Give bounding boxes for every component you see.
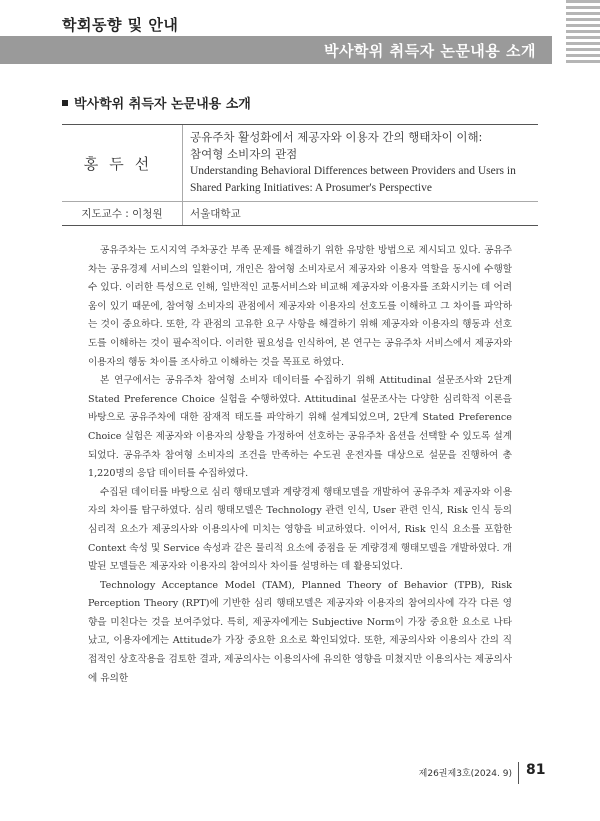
paragraph-2: 본 연구에서는 공유주차 참여형 소비자 데이터를 수집하기 위해 Attitudinal 설문조사와 2단계 Stated Preference Choice 실험을 수행하였다. Attitudinal 설문조사는 다양한 심리학적 이론을 바탕으로 공유주차에 대한 잠재적 태도를 파악하기 위해 설계되었으며, 2단계 Stated Preference Choice 실험은 제공자와 이용자의 상황을 가정하여 선호하는 공유주차 옵션을 선택할 수 있도록 설계되었다. 공유주차 참여형 소비자의 조건을 만족하는 수도권 운전자를 대상으로 설문을 진행하여 총 1,220명의 응답 데이터를 수집하였다. <box>88 375 512 480</box>
title-ko-line2: 참여형 소비자의 관점 <box>190 147 298 161</box>
abstract-body <box>88 242 512 688</box>
school: 서울대학교 <box>190 208 241 220</box>
info-row-title <box>62 125 538 202</box>
info-row-advisor <box>62 202 538 225</box>
paragraph-1: 공유주차는 도시지역 주차공간 부족 문제를 해결하기 위한 유망한 방법으로 제시되고 있다. 공유주차는 공유경제 서비스의 일환이며, 개인은 참여형 소비자로서 제공자와 이용자 역할을 동시에 수행할 수 있다. 이러한 특성으로 인해, 일반적인 교통서비스와 비교해 제공자와 이용자를 조화시키는 데 어려움이 있기 때문에, 참여형 소비자의 관점에서 제공자와 이용자의 선호도를 이해하고 그 차이를 파악하는 것이 중요하다. 또한, 각 관점의 고유한 요구 사항을 해결하기 위해 제공자와 이용자의 행동과 선호도를 이해하는 것이 필수적이다. 이러한 필요성을 인식하여, 본 연구는 공유주차 서비스에서 제공자와 이용자의 행동 차이를 조사하고 이해하는 것을 목표로 하였다. <box>88 245 512 368</box>
subheading-text: 박사학위 취득자 논문내용 소개 <box>74 97 251 112</box>
author-name: 홍두선 <box>62 125 183 201</box>
paragraph-3: 수집된 데이터를 바탕으로 심리 행태모델과 계량경제 행태모델을 개발하여 공유주차 제공자와 이용자의 차이를 탐구하였다. 심리 행태모델은 Technology 관련 인식, User 관련 인식, Risk 인식 등의 심리적 요소가 제공의사와 이용의사에 미치는 영향을 비교하였다. 이어서, Risk 인식 요소를 포함한 Context 속성 및 Service 속성과 같은 물리적 요소에 중점을 둔 계량경제 행태모델을 개발하였다. 개발된 모델들은 제공자와 이용자의 참여의사 차이를 설명하는 데 활용되었다. <box>88 486 512 573</box>
decorative-stripes <box>566 0 600 64</box>
header-bar-title: 박사학위 취득자 논문내용 소개 <box>323 42 536 60</box>
page-footer <box>0 760 600 790</box>
header-bar <box>0 36 552 64</box>
thesis-title <box>190 129 534 197</box>
section-title: 학회동향 및 안내 <box>62 16 179 34</box>
advisor: 지도교수 : 이청원 <box>62 202 183 225</box>
title-ko-line1: 공유주차 활성화에서 제공자와 이용자 간의 행태차이 이해: <box>190 130 483 144</box>
page-number: 81 <box>526 762 546 778</box>
title-en-line2: Shared Parking Initiatives: A Prosumer's Perspective <box>190 182 432 194</box>
paragraph-4: Technology Acceptance Model (TAM), Planned Theory of Behavior (TPB), Risk Perception Theory (RPT)에 기반한 심리 행태모델은 제공자와 이용자의 참여의사에 각각 다른 영향을 미친다는 것을 보여주었다. 특히, 제공자에게는 Subjective Norm이 가장 중요한 요소로 나타났고, 이용자에게는 Attitude가 가장 중요한 요소로 확인되었다. 또한, 제공의사와 이용의사 간의 직접적인 상호작용을 검토한 결과, 제공의사는 이용의사에 유의한 영향을 미쳤지만 이용의사는 제공의사에 유의한 <box>88 579 512 684</box>
page-header <box>0 0 600 70</box>
footer-divider <box>518 762 519 784</box>
thesis-info-table <box>62 124 538 226</box>
issue-info: 제26권제3호(2024. 9) <box>418 769 512 779</box>
subheading <box>62 93 251 112</box>
bullet-square-icon <box>62 100 68 106</box>
title-en-line1: Understanding Behavioral Differences between Providers and Users in <box>190 165 516 177</box>
